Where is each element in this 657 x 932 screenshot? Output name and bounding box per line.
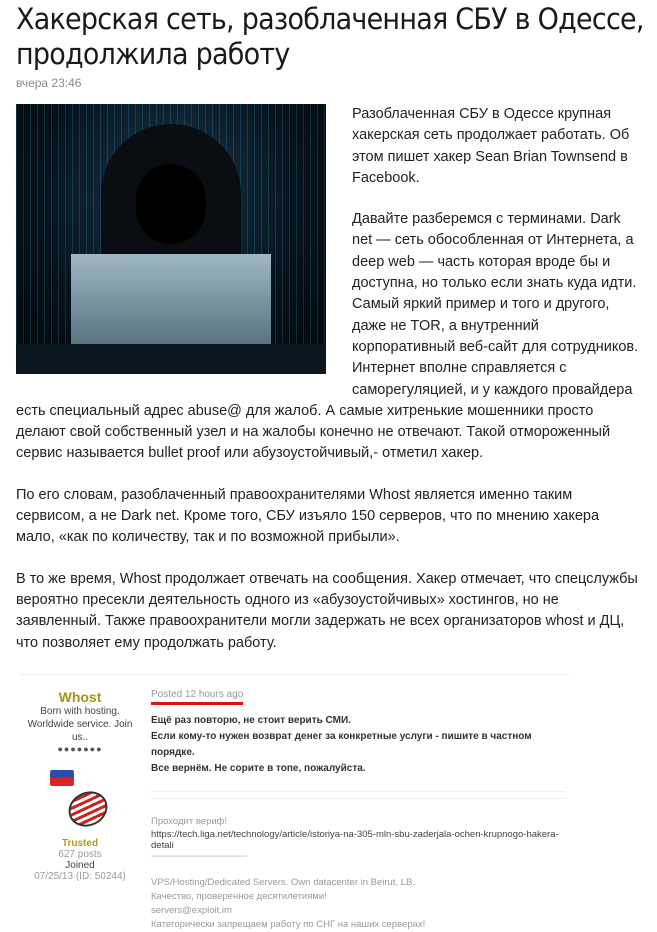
article-title: Хакерская сеть, разоблаченная СБУ в Одессе, продолжила работу <box>16 2 644 71</box>
username: Whost <box>58 688 102 705</box>
article-date: вчера 23:46 <box>16 76 82 90</box>
verify-text: Проходит вериф! <box>151 815 228 827</box>
post-line: Все вернём. Не сорите в топе, пожалуйста. <box>151 762 366 774</box>
user-status: Trusted <box>61 837 99 849</box>
forum-screenshot <box>20 674 570 930</box>
post-count: 627 posts <box>58 848 102 860</box>
posted-time: Posted 12 hours ago <box>151 689 243 705</box>
signature-line: VPS/Hosting/Dedicated Servers. Own datacenter in Beirut, LB. <box>151 876 416 888</box>
joined-date: 07/25/13 (ID: 50244) <box>34 870 126 882</box>
joined-label: Joined <box>65 859 95 871</box>
signature-line: Категорически запрещаем работу по СНГ на наших серверах! <box>151 918 426 930</box>
avatar <box>50 762 110 832</box>
signature-line: Качество, проверенное десятилетиями! <box>151 890 327 902</box>
forum-user-panel <box>20 689 140 882</box>
dash-divider: ----------------------------------------- <box>151 850 247 862</box>
rank-dots: ●●●●●●● <box>57 743 103 754</box>
post-line: Ещё раз повторю, не стоит верить СМИ. <box>151 714 351 726</box>
paragraph: По его словам, разоблаченный правоохранителями Whost является именно таким сервисом, а не Dark net. Кроме того, СБУ изъяло 150 серверов, что по мнению хакера мало, «как по количеству, так и по возможной прибыли». <box>16 486 600 546</box>
forum-post <box>151 689 566 932</box>
post-line: Если кому-то нужен возврат денег за конкретные услуги - пишите в частном порядке. <box>151 730 532 758</box>
user-signature: Born with hosting. Worldwide service. Join us.. <box>27 705 133 743</box>
paragraph: Разоблаченная СБУ в Одессе крупная хакерская сеть продолжает работать. Об этом пишет хакер Sean Brian Townsend в Facebook. <box>352 106 630 186</box>
article-body <box>16 104 641 654</box>
signature-line: servers@exploit.im <box>151 904 232 916</box>
paragraph: Давайте разберемся с терминами. Dark net — сеть обособленная от Интернета, а deep web — часть которая вроде бы и доступна, но только если знать куда идти. Самый яркий пример и того и другого, даже не TOR, а внутренний корпоративный веб-сайт для сотрудников. Интернет вполне справляется с саморегуляцией, и у каждого провайдера есть специальный адрес abuse@ для жалоб. А самые хитренькие мошенники просто делают свой собственный узел и на жалобы конечно не отвечают. Такой отмороженный сервис называется bullet proof или абузоустойчивый,- отметил хакер. <box>16 211 639 462</box>
post-link: https://tech.liga.net/technology/article/istoriya-na-305-mln-sbu-zaderjala-ochen-krupnogo-hakera-detali <box>151 828 559 851</box>
paragraph: В то же время, Whost продолжает отвечать на сообщения. Хакер отмечает, что спецслужбы вероятно пресекли деятельность одного из «абузоустойчивых» хостингов, но не заявленный. Также правоохранители могли задержать не всех организаторов whost и ДЦ, что позволяет ему продолжать работу. <box>16 570 638 651</box>
hacker-image <box>16 104 326 374</box>
